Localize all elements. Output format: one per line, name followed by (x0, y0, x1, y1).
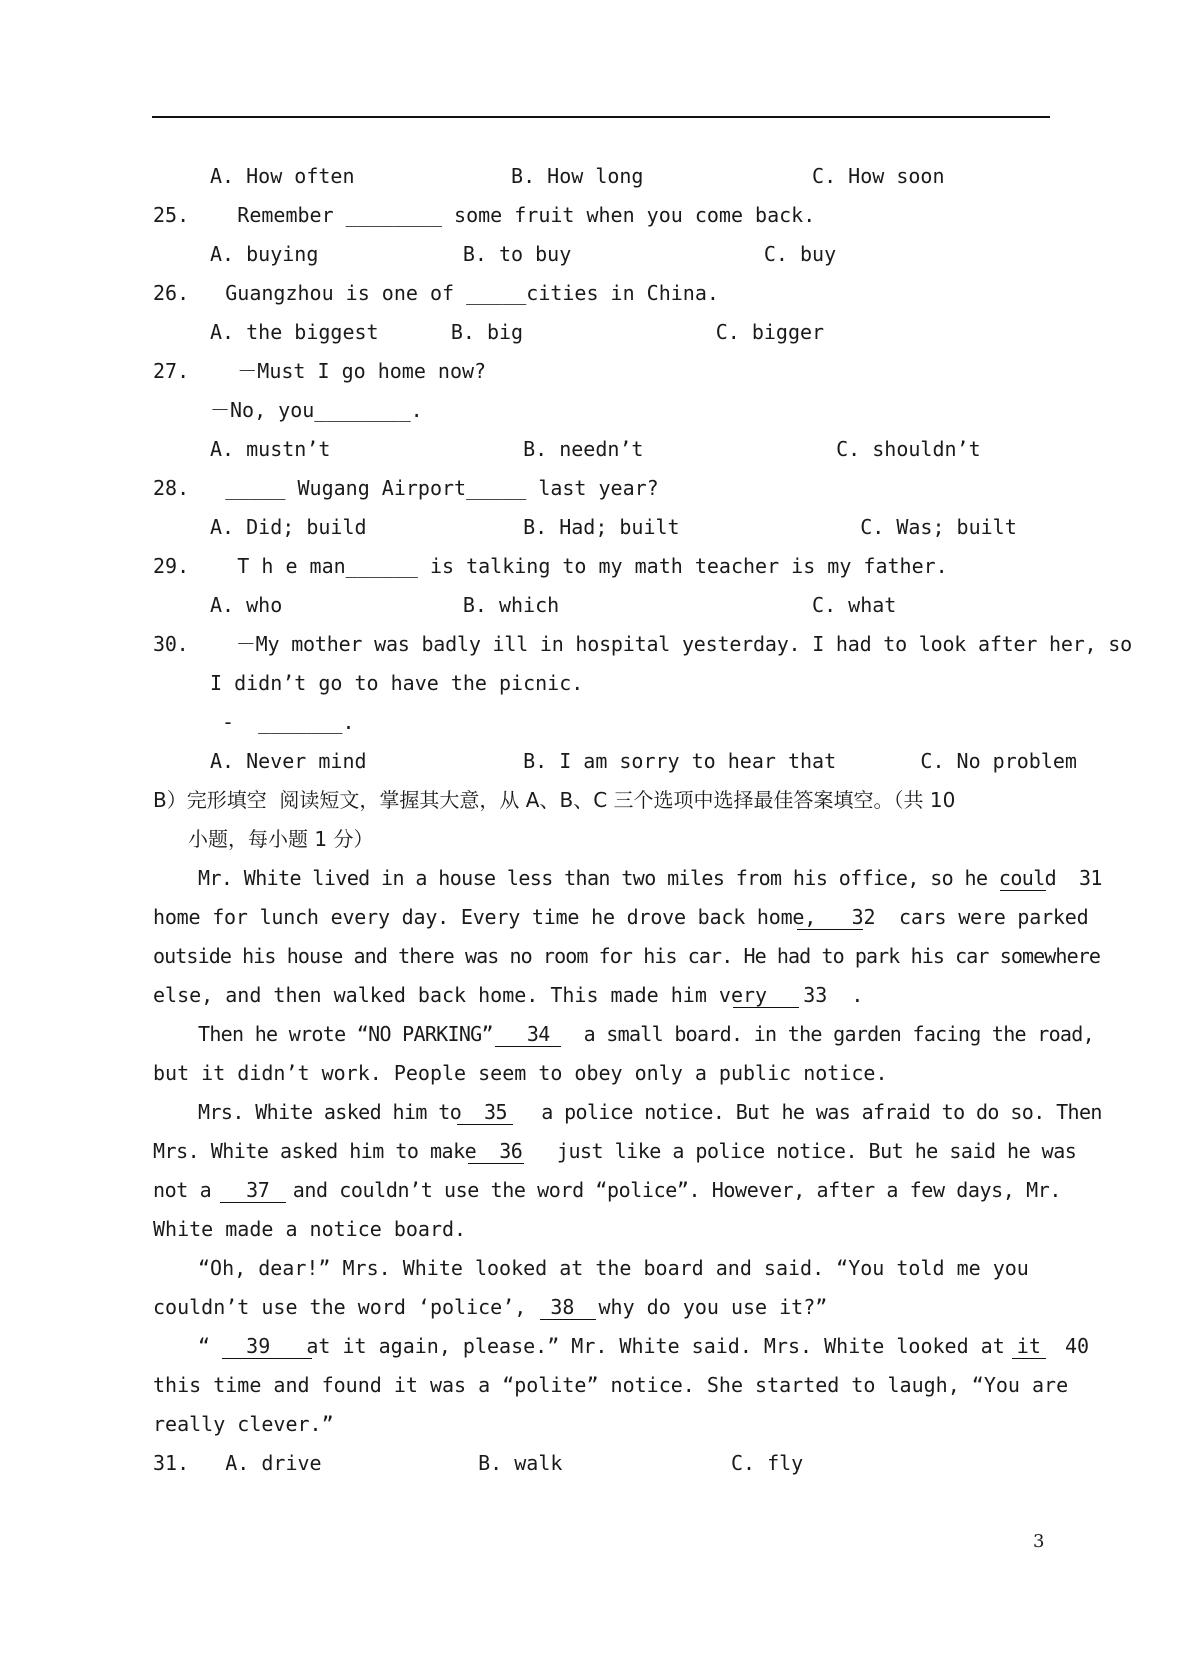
q28-stem: 28. _____ Wugang Airport_____ last year? (153, 476, 659, 500)
q26-stem: 26. Guangzhou is one of _____cities in China. (153, 281, 719, 305)
q30-stem: 30. －My mother was badly ill in hospital yesterday. I had to look after her, so (153, 632, 1132, 656)
section-b-heading: B）完形填空 阅读短文，掌握其大意，从 A、B、C 三个选项中选择最佳答案填空。（共 10 (153, 788, 956, 812)
passage-line: couldn’t use the word ‘police’, 38 why do you use it?” (153, 1295, 828, 1319)
q27-options: A. mustn’t B. needn’t C. shouldn’t (210, 437, 981, 461)
blank-39-underline (222, 1358, 312, 1359)
q30-options: A. Never mind B. I am sorry to hear that C. No problem (210, 749, 1077, 773)
page-number: 3 (1033, 1531, 1045, 1552)
blank-32-underline (797, 929, 863, 930)
passage-line: Then he wrote “NO PARKING” 34 a small board. in the garden facing the road, (198, 1022, 1094, 1046)
passage-line: home for lunch every day. Every time he drove back home, 32 cars were parked (153, 905, 1089, 929)
blank-40-underline (1012, 1358, 1046, 1359)
passage-line: White made a notice board. (153, 1217, 467, 1241)
q25-options: A. buying B. to buy C. buy (210, 242, 837, 266)
passage-line: “Oh, dear!” Mrs. White looked at the board and said. “You told me you (198, 1256, 1029, 1280)
q30-stem-cont: I didn’t go to have the picnic. (210, 671, 584, 695)
q30-reply: - _______. (210, 710, 355, 734)
q31-options: 31. A. drive B. walk C. fly (153, 1451, 804, 1475)
passage-line: this time and found it was a “polite” notice. She started to laugh, “You are (153, 1373, 1069, 1397)
q29-options: A. who B. which C. what (210, 593, 897, 617)
blank-35-underline (457, 1124, 513, 1125)
passage-line: not a 37 and couldn’t use the word “police”. However, after a few days, Mr. (153, 1178, 1061, 1202)
q28-options: A. Did; build B. Had; built C. Was; built (210, 515, 1017, 539)
passage-line: “ 39 at it again, please.” Mr. White said. Mrs. White looked at it 40 (198, 1334, 1090, 1358)
blank-37-underline (220, 1202, 286, 1203)
passage-line: Mrs. White asked him to 35 a police notice. But he was afraid to do so. Then (198, 1100, 1102, 1124)
blank-31-underline (1000, 890, 1046, 891)
blank-33-underline (733, 1007, 799, 1008)
header-rule (152, 116, 1050, 118)
section-b-heading-cont: 小题，每小题 1 分） (188, 827, 374, 851)
passage-line: Mrs. White asked him to make 36 just like a police notice. But he said he was (153, 1139, 1077, 1163)
blank-34-underline (495, 1046, 561, 1047)
passage-line: outside his house and there was no room for his car. He had to park his car somewhere (153, 944, 1100, 968)
blank-38-underline (540, 1319, 596, 1320)
passage-line: else, and then walked back home. This made him very 33 . (153, 983, 864, 1007)
passage-line: but it didn’t work. People seem to obey only a public notice. (153, 1061, 888, 1085)
passage-line: Mr. White lived in a house less than two miles from his office, so he could 31 (198, 866, 1102, 890)
blank-36-underline (468, 1163, 524, 1164)
passage-line: really clever.” (153, 1412, 334, 1436)
q27-reply: －No, you________. (210, 398, 423, 422)
q25-stem: 25. Remember ________ some fruit when you come back. (153, 203, 816, 227)
q29-stem: 29. T h e man______ is talking to my math teacher is my father. (153, 554, 948, 578)
q24-options: A. How often B. How long C. How soon (210, 164, 945, 188)
q26-options: A. the biggest B. big C. bigger (210, 320, 825, 344)
q27-stem: 27. －Must I go home now? (153, 359, 487, 383)
